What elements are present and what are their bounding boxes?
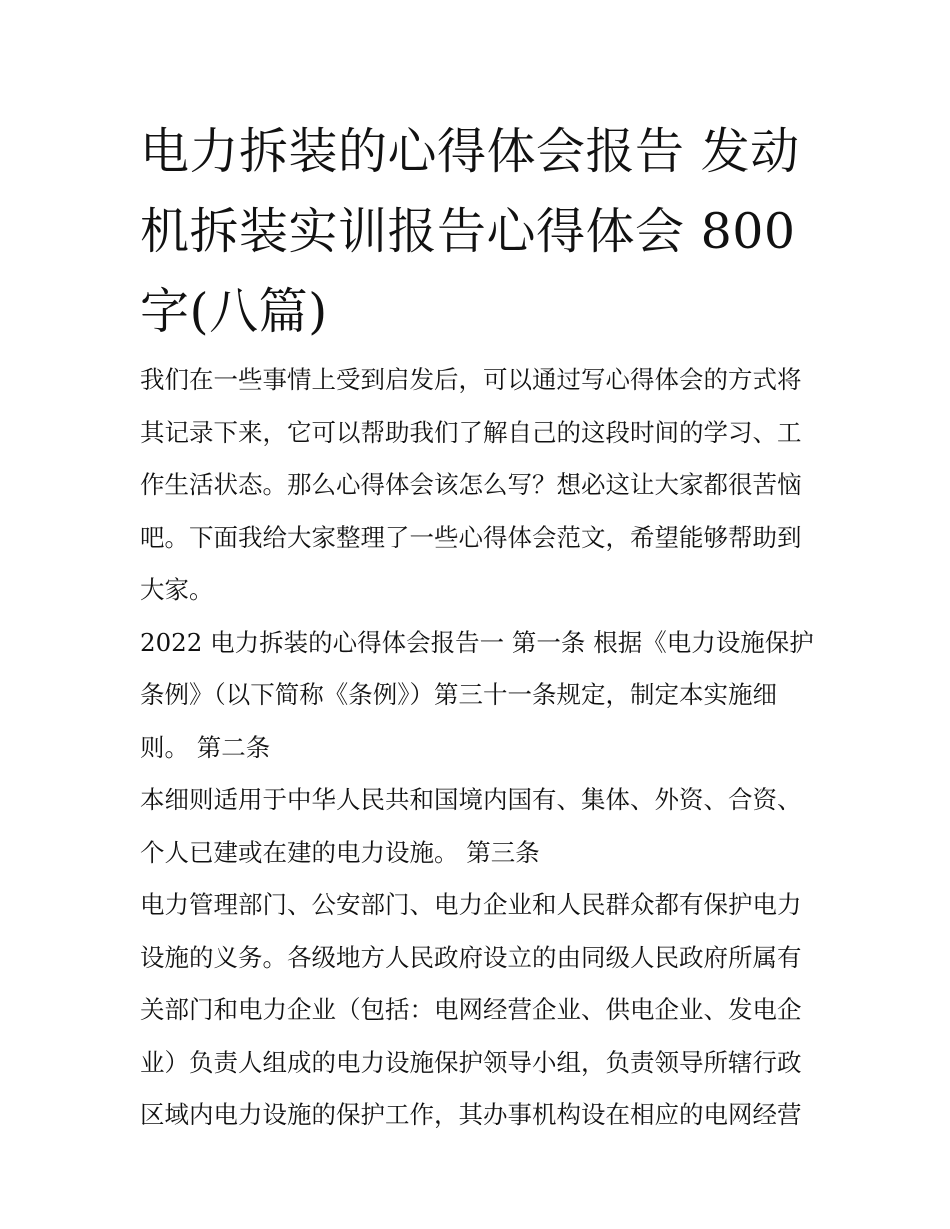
body-line: 吧。下面我给大家整理了一些心得体会范文，希望能够帮助到 <box>140 522 802 552</box>
body-line: 区域内电力设施的保护工作，其办事机构设在相应的电网经营 <box>140 1100 802 1129</box>
title-line: 字(八篇) <box>140 283 328 340</box>
body-line: 则。 第二条 <box>140 732 271 762</box>
document-body <box>140 354 820 1142</box>
title-line: 电力拆装的心得体会报告 发动 <box>140 123 800 180</box>
body-line: 业）负责人组成的电力设施保护领导小组，负责领导所辖行政 <box>140 1047 802 1077</box>
body-line: 关部门和电力企业（包括：电网经营企业、供电企业、发电企 <box>140 995 802 1024</box>
body-line: 本细则适用于中华人民共和国境内国有、集体、外资、合资、 <box>140 785 802 814</box>
body-line: 条例》（以下简称《条例》）第三十一条规定，制定本实施细 <box>140 680 777 709</box>
body-line: 我们在一些事情上受到启发后，可以通过写心得体会的方式将 <box>140 365 802 394</box>
title-line: 机拆装实训报告心得体会 800 <box>140 203 796 260</box>
body-line: 作生活状态。那么心得体会该怎么写？想必这让大家都很苦恼 <box>140 470 802 499</box>
body-line: 设施的义务。各级地方人民政府设立的由同级人民政府所属有 <box>140 942 802 972</box>
body-line: 个人已建或在建的电力设施。 第三条 <box>140 837 540 867</box>
body-line: 2022 电力拆装的心得体会报告一 第一条 根据《电力设施保护 <box>140 627 814 657</box>
body-line: 大家。 <box>140 575 214 604</box>
body-line: 其记录下来，它可以帮助我们了解自己的这段时间的学习、工 <box>140 417 802 447</box>
document-title <box>140 112 820 352</box>
body-line: 电力管理部门、公安部门、电力企业和人民群众都有保护电力 <box>140 890 802 919</box>
